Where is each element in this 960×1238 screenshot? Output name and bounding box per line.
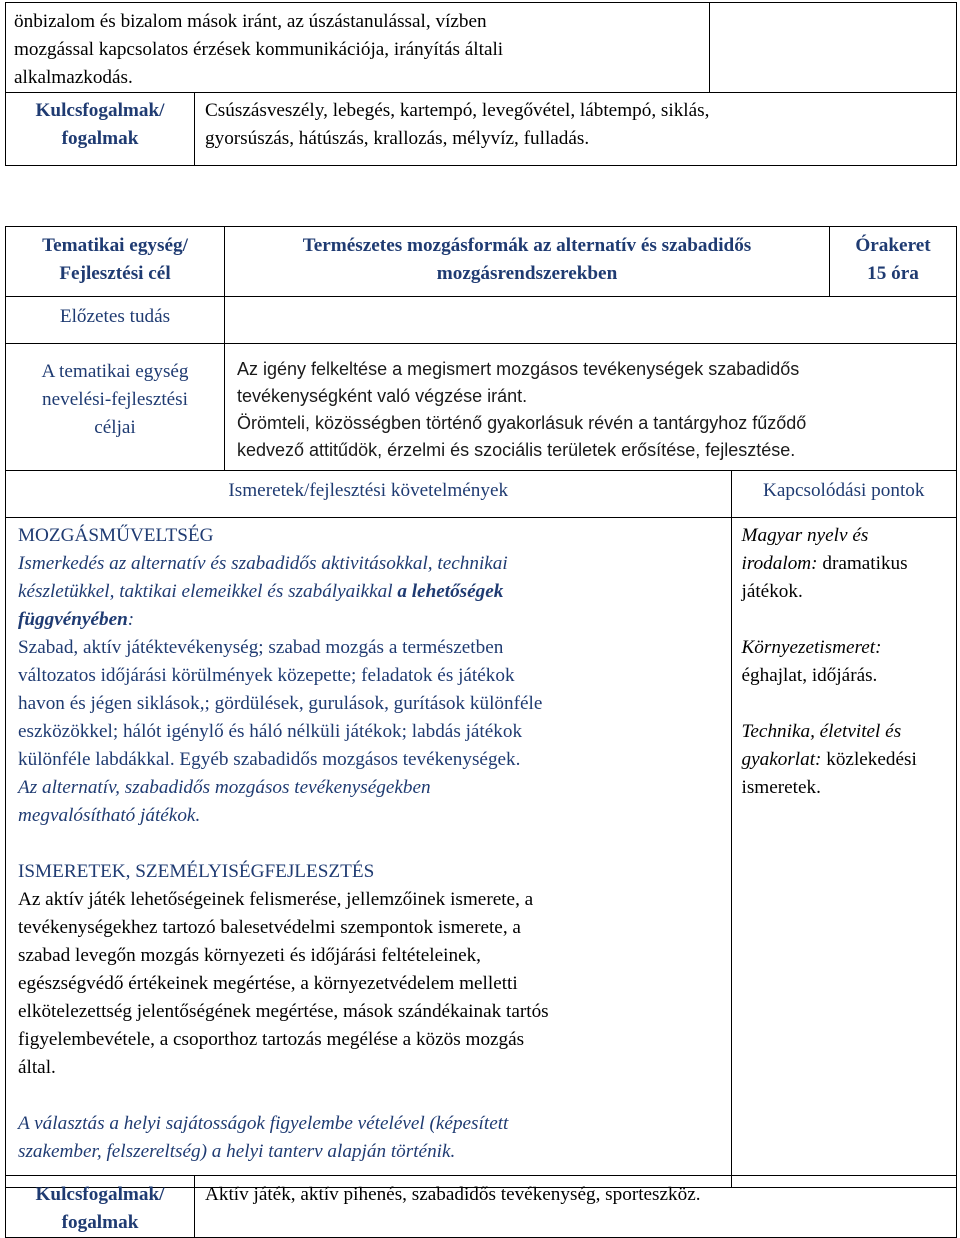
mozgas-italic-line-2-wrap: [18, 578, 731, 606]
szemely-body-4: egészségvédő értékeinek megértése, a környezetvédelem melletti: [18, 973, 518, 994]
szemely-body-6: figyelembevétele, a csoporthoz tartozás megélése a közös mozgás: [18, 1029, 525, 1050]
kapcs-3-line-2: [742, 746, 957, 774]
bottom-kulcs-text-cell: [195, 1176, 957, 1238]
mozgas-body-5: különféle labdákkal. Egyéb szabadidős mozgásos tevékenységek.: [18, 749, 521, 770]
continuation-cell: [6, 3, 710, 93]
valasztas-line-1: A választás a helyi sajátosságok figyelembe vételével (képesített: [18, 1113, 509, 1134]
kulcsfogalmak-label-cell: [6, 93, 195, 166]
celok-text-2: tevékenységként való végzése iránt.: [237, 386, 528, 406]
szemely-body-3: szabad levegőn mozgás környezeti és időjárási feltételeinek,: [18, 945, 481, 966]
kapcsolodasi-header-cell: [731, 471, 957, 518]
celok-text-cell: [225, 344, 957, 471]
title-cell: [225, 227, 830, 297]
continuation-line-1: önbizalom és bizalom mások iránt, az úszástanulással, vízben: [14, 11, 487, 32]
tematikai-label-2: Fejlesztési cél: [59, 263, 171, 284]
kapcs-3-italic-2: gyakorlat:: [741, 749, 822, 770]
ismeretek-body-cell: [6, 518, 732, 1188]
mozgas-body-4: eszközökkel; hálót igénylő és háló nélküli játékok; labdás játékok: [18, 721, 523, 742]
szemely-body-1: Az aktív játék lehetőségeinek felismerése, jellemzőinek ismerete, a: [18, 889, 534, 910]
bottom-kulcs-label-1: Kulcsfogalmak/: [35, 1184, 165, 1205]
mozgas-bold-italic-2: függvényében: [18, 609, 128, 630]
celok-text-3: Örömteli, közösségben történő gyakorlásuk révén a tantárgyhoz fűződő: [237, 413, 807, 433]
mozgas-italic-end-2: megvalósítható játékok.: [18, 805, 201, 826]
szemely-body-7: által.: [18, 1057, 56, 1078]
orakeret-label: Órakeret: [855, 235, 931, 256]
celok-text-1: Az igény felkeltése a megismert mozgásos tevékenységek szabadidős: [237, 359, 800, 379]
kapcs-1-plain-2: játékok.: [741, 581, 803, 602]
title-line-2: mozgásrendszerekben: [436, 263, 618, 284]
continuation-line-3: alkalmazkodás.: [14, 67, 133, 88]
kapcs-1-plain: dramatikus: [817, 553, 908, 574]
empty-cell: [710, 3, 957, 93]
mozgas-italic-end-1: Az alternatív, szabadidős mozgásos tevékenységekben: [18, 777, 431, 798]
orakeret-value: 15 óra: [867, 263, 919, 284]
elozetes-label-cell: [6, 297, 225, 344]
ismeretek-header: Ismeretek/fejlesztési követelmények: [228, 480, 509, 501]
bottom-kulcs-text: Aktív játék, aktív pihenés, szabadidős tevékenység, sporteszköz.: [205, 1184, 701, 1205]
tematikai-label-cell: [6, 227, 225, 297]
kapcsolodasi-header: Kapcsolódási pontok: [763, 480, 925, 501]
kulcsfogalmak-text-cell: [195, 93, 957, 166]
bottom-kulcs-label-cell: [6, 1176, 195, 1238]
celok-text-4: kedvező attitűdök, érzelmi és szociális területek erősítése, fejlesztése.: [237, 440, 796, 460]
kulcsfogalmak-label-2: fogalmak: [61, 128, 139, 149]
valasztas-line-2: szakember, felszereltség) a helyi tanterv alapján történik.: [18, 1141, 456, 1162]
orakeret-cell: [830, 227, 957, 297]
kapcs-1-line-2: [742, 550, 957, 578]
elozetes-label: Előzetes tudás: [59, 306, 171, 327]
kapcs-2-plain: éghajlat, időjárás.: [741, 665, 878, 686]
celok-label-2: nevelési-fejlesztési: [42, 389, 188, 410]
mozgas-body-1: Szabad, aktív játéktevékenység; szabad mozgás a természetben: [18, 637, 504, 658]
mozgas-italic-line-2: készletükkel, taktikai elemeikkel és szabályaikkal: [18, 581, 398, 602]
kulcsfogalmak-label-1: Kulcsfogalmak/: [35, 100, 165, 121]
mozgasmuveltseg-heading: MOZGÁSMŰVELTSÉG: [18, 525, 214, 546]
main-table: [5, 226, 957, 1188]
celok-label-cell: [6, 344, 225, 471]
title-line-1: Természetes mozgásformák az alternatív és szabadidős: [302, 235, 752, 256]
kapcs-3-plain: közlekedési: [821, 749, 917, 770]
bottom-table: [5, 1175, 957, 1238]
bottom-kulcs-label-2: fogalmak: [61, 1212, 139, 1233]
kapcs-3-plain-2: ismeretek.: [741, 777, 821, 798]
top-table: [5, 2, 957, 166]
kapcs-3-italic: Technika, életvitel és: [741, 721, 902, 742]
celok-label-1: A tematikai egység: [41, 361, 189, 382]
mozgas-body-3: havon és jégen siklások,; gördülések, gurulások, gurítások különféle: [18, 693, 543, 714]
celok-label-3: céljai: [94, 417, 136, 438]
mozgas-body-2: változatos időjárási körülmények közepette; feladatok és játékok: [18, 665, 515, 686]
kulcsfogalmak-text-1: Csúszásveszély, lebegés, kartempó, levegővétel, lábtempó, siklás,: [205, 100, 710, 121]
ismeretek-header-cell: [6, 471, 732, 518]
mozgas-colon: :: [127, 609, 135, 630]
ismeretek-szemely-heading: ISMERETEK, SZEMÉLYISÉGFEJLESZTÉS: [18, 861, 375, 882]
mozgas-bold-italic-line: [18, 606, 731, 634]
mozgas-bold-italic-1: a lehetőségek: [397, 581, 504, 602]
mozgas-italic-line-1: Ismerkedés az alternatív és szabadidős aktivitásokkal, technikai: [18, 553, 508, 574]
szemely-body-5: elkötelezettség jelentőségének megértése, mások szándékainak tartós: [18, 1001, 549, 1022]
kapcs-1-italic: Magyar nyelv és: [741, 525, 869, 546]
tematikai-label-1: Tematikai egység/: [42, 235, 188, 256]
szemely-body-2: tevékenységekhez tartozó balesetvédelmi szempontok ismerete, a: [18, 917, 521, 938]
kulcsfogalmak-text-2: gyorsúszás, hátúszás, krallozás, mélyvíz, fulladás.: [205, 128, 590, 149]
kapcs-2-italic: Környezetismeret:: [741, 637, 882, 658]
elozetes-text-cell: [225, 297, 957, 344]
kapcsolodasi-body-cell: [731, 518, 957, 1188]
continuation-line-2: mozgással kapcsolatos érzések kommunikációja, irányítás általi: [14, 39, 504, 60]
kapcs-1-italic-2: irodalom:: [741, 553, 818, 574]
